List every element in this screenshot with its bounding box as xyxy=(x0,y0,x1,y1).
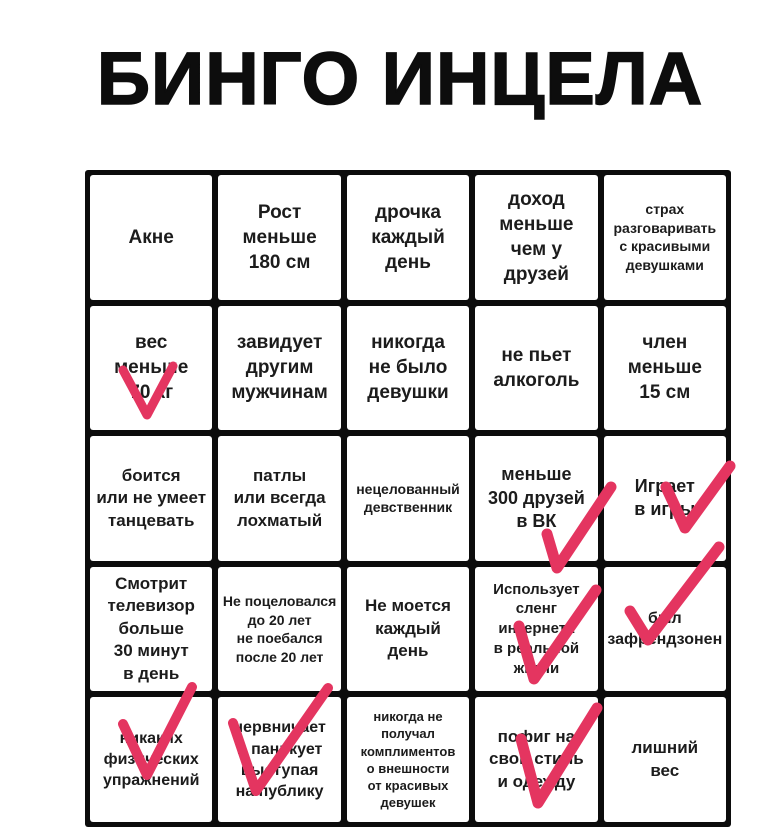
bingo-cell-r4c2 xyxy=(218,567,340,692)
cell-line: жизни xyxy=(513,659,560,677)
bingo-cell-r5c4 xyxy=(475,697,597,822)
bingo-cell-r3c5 xyxy=(604,436,726,561)
bingo-cell-r1c5 xyxy=(604,175,726,300)
cell-line: день xyxy=(387,641,429,661)
cell-line: 300 друзей xyxy=(488,487,585,508)
bingo-cell-r1c2 xyxy=(218,175,340,300)
bingo-cell-r4c1 xyxy=(90,567,212,692)
cell-line: доход xyxy=(508,189,565,211)
cell-line: и паникует xyxy=(236,740,323,758)
cell-line: 180 см xyxy=(248,251,311,273)
bingo-cell-r4c5 xyxy=(604,567,726,692)
cell-line: или всегда xyxy=(233,488,326,508)
cell-line: меньше xyxy=(499,214,574,236)
cell-line: о внешности xyxy=(366,760,450,776)
cell-line: меньше xyxy=(627,357,702,379)
cell-line: каждый xyxy=(371,226,445,248)
bingo-cell-r3c4 xyxy=(475,436,597,561)
cell-line: Играет xyxy=(634,475,695,496)
cell-line: танцевать xyxy=(107,510,195,530)
bingo-cell-r5c3 xyxy=(347,697,469,822)
cell-line: пофиг на xyxy=(497,727,576,747)
bingo-cell-r1c4 xyxy=(475,175,597,300)
cell-line: чем у xyxy=(510,239,563,261)
bingo-cell-r5c5 xyxy=(604,697,726,822)
cell-line: был xyxy=(647,609,682,627)
cell-line: лишний xyxy=(631,738,699,758)
cell-line: не было xyxy=(368,357,448,379)
cell-line: 15 см xyxy=(639,382,691,404)
bingo-cell-r3c2 xyxy=(218,436,340,561)
cell-line: не пьет xyxy=(501,344,572,366)
cell-line: выступая xyxy=(240,761,319,779)
cell-line: меньше xyxy=(501,463,572,484)
bingo-cell-r2c1 xyxy=(90,306,212,431)
bingo-cell-r3c3 xyxy=(347,436,469,561)
cell-line: другим xyxy=(245,357,314,379)
cell-line: никогда xyxy=(371,332,445,354)
page-title: БИНГО ИНЦЕЛА xyxy=(96,37,704,120)
cell-line: телевизор xyxy=(107,596,195,616)
cell-line: дрочка xyxy=(375,201,441,223)
bingo-cell-r2c4 xyxy=(475,306,597,431)
bingo-cell-r1c3 xyxy=(347,175,469,300)
cell-line: сленг интернета xyxy=(498,600,575,638)
cell-line: получал xyxy=(381,726,435,742)
cell-line: Смотрит xyxy=(115,574,188,593)
cell-line: нецелованный xyxy=(356,481,460,498)
cell-line: в реальной xyxy=(493,639,580,657)
cell-line: меньше xyxy=(242,226,317,248)
cell-line: больше xyxy=(118,618,184,638)
cell-line: свой стиль xyxy=(489,749,584,769)
cell-line: 30 минут xyxy=(113,641,189,661)
cell-line: Акне xyxy=(128,226,174,248)
cell-line: друзей xyxy=(503,264,569,286)
bingo-cell-r2c5 xyxy=(604,306,726,431)
cell-line: мужчинам xyxy=(231,382,328,404)
cell-line: вес xyxy=(650,760,680,780)
cell-line: от красивых xyxy=(367,777,449,793)
cell-line: девушек xyxy=(380,795,436,810)
bingo-cell-r5c2 xyxy=(218,697,340,822)
cell-line: алкоголь xyxy=(493,369,580,391)
cell-line: и одежду xyxy=(497,771,576,791)
cell-line: 70 кг xyxy=(129,382,174,404)
cell-line: с красивыми xyxy=(619,238,711,255)
cell-line: в игры xyxy=(634,499,696,520)
cell-line: комплиментов xyxy=(360,743,456,759)
cell-line: физических xyxy=(103,751,199,769)
cell-line: Использует xyxy=(493,580,580,598)
cell-line: нервничает xyxy=(233,719,326,737)
cell-line: девственник xyxy=(363,499,453,516)
bingo-cell-r2c3 xyxy=(347,306,469,431)
bingo-cell-r2c2 xyxy=(218,306,340,431)
cell-line: меньше xyxy=(114,357,189,379)
cell-line: вес xyxy=(135,332,168,354)
cell-line: до 20 лет xyxy=(247,611,312,628)
bingo-cell-r1c1 xyxy=(90,175,212,300)
bingo-cell-r3c1 xyxy=(90,436,212,561)
cell-line: или не умеет xyxy=(96,488,207,508)
cell-line: лохматый xyxy=(237,510,323,530)
bingo-cell-r4c3 xyxy=(347,567,469,692)
cell-line: Рост xyxy=(257,201,302,223)
cell-line: никаких xyxy=(119,730,183,748)
bingo-cell-r5c1 xyxy=(90,697,212,822)
bingo-grid xyxy=(85,170,731,827)
cell-line: девушки xyxy=(367,382,449,404)
cell-line: завидует xyxy=(236,332,323,354)
cell-line: день xyxy=(385,251,431,273)
cell-line: в день xyxy=(123,663,180,683)
cell-line: упражнений xyxy=(102,772,200,790)
cell-line: страх xyxy=(645,201,685,218)
cell-line: патлы xyxy=(253,465,307,485)
bingo-cell-r4c4 xyxy=(475,567,597,692)
cell-line: девушками xyxy=(625,256,704,273)
cell-line: на публику xyxy=(235,782,324,800)
cell-line: боится xyxy=(121,465,181,485)
cell-line: член xyxy=(642,332,688,354)
cell-line: никогда не xyxy=(373,709,443,725)
cell-line: разговаривать xyxy=(613,219,717,236)
cell-line: не поебался xyxy=(236,630,323,647)
cell-line: каждый xyxy=(375,618,441,638)
cell-line: Не моется xyxy=(365,596,451,616)
cell-line: в ВК xyxy=(516,511,557,532)
cell-line: Не поцеловался xyxy=(222,593,337,610)
cell-line: после 20 лет xyxy=(235,648,324,665)
cell-line: зафрендзонен xyxy=(607,631,723,649)
